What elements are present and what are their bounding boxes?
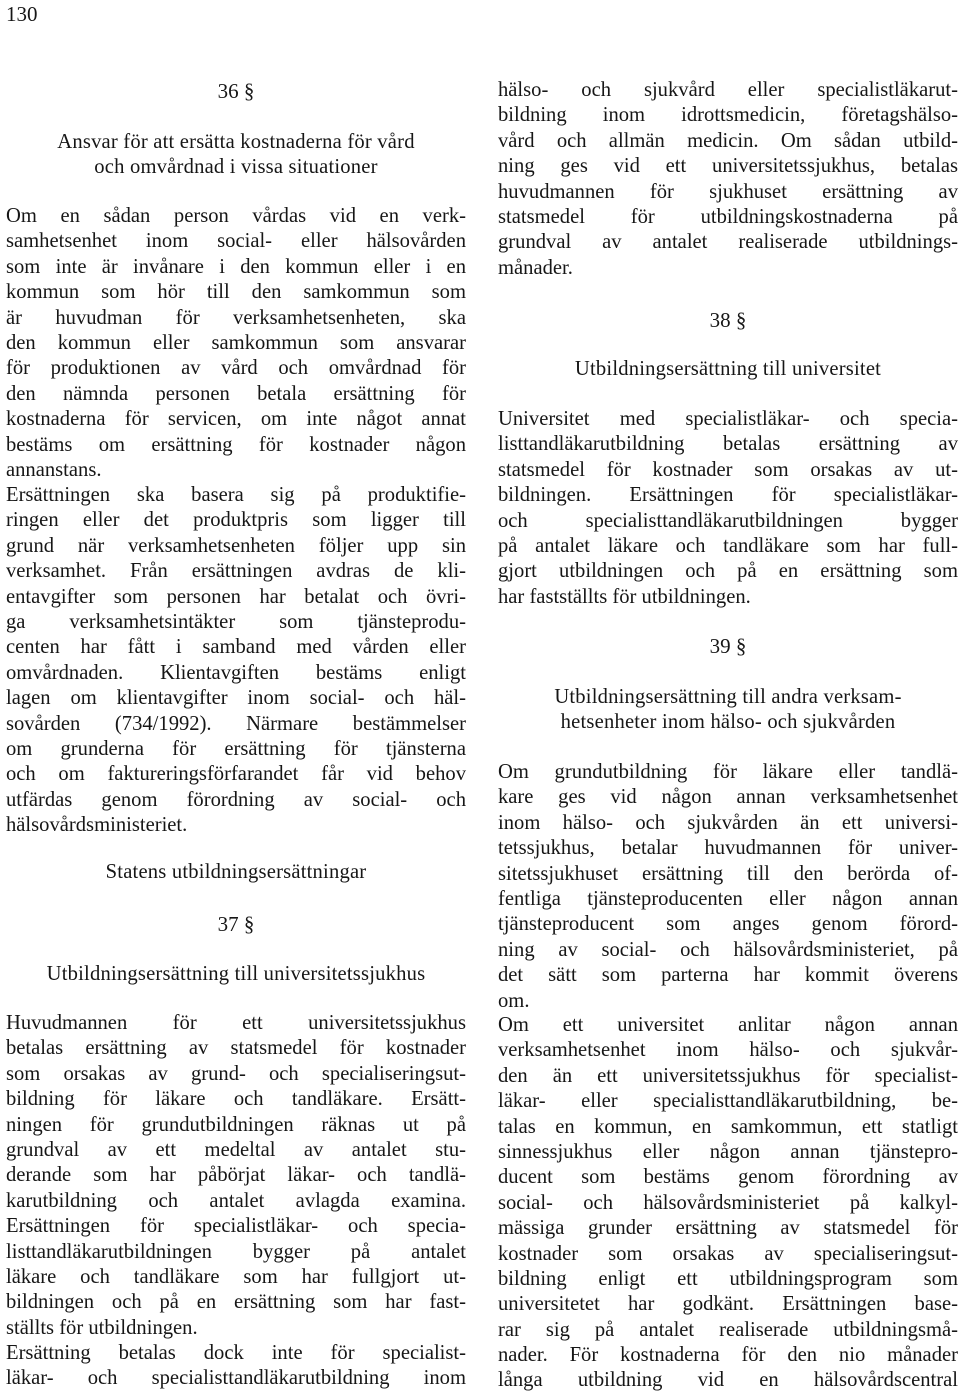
section-38-heading [498, 357, 958, 382]
text-line: bildning enligt ett utbildningsprogram som [498, 1267, 958, 1290]
text-line: sitetssjukhuset ersättning till den berörda of- [498, 862, 958, 885]
text-line: talas en kommun, en samkommun, ett statligt [498, 1115, 958, 1138]
text-line: om. [498, 989, 530, 1012]
text-line: den kommun eller samkommun som ansvarar [6, 331, 466, 354]
text-line: omvårdnaden. Klientavgiften bestäms enligt [6, 661, 466, 684]
section-39-number [498, 633, 958, 659]
text-line: Om en sådan person vårdas vid en verk- [6, 205, 466, 227]
section-37-paragraph-2 [6, 1341, 466, 1392]
text-line: ning ges vid ett universitetssjukhus, betalas [498, 155, 958, 178]
text-line: hälso- och sjukvård eller specialistläkarut- [498, 79, 958, 101]
text-line: samhetsenhet inom social- eller hälsovården [6, 230, 466, 253]
text-line: nader. För kostnaderna för den nio månader [498, 1344, 958, 1367]
text-line: tetssjukhus, betalar huvudmannen för univer- [498, 837, 958, 860]
text-line: månader. [498, 256, 573, 279]
section-36-number [6, 78, 466, 104]
text-line: Huvudmannen för ett universitetssjukhus [6, 1012, 466, 1034]
text-line: karutbildning och antalet avlagda examina. [6, 1189, 466, 1212]
text-line: för produktionen av vård och omvårdnad för [6, 357, 466, 380]
text-line: läkar- och specialisttandläkarutbildning inom [6, 1367, 466, 1390]
text-line: inom hälso- och sjukvården än ett universi- [498, 811, 958, 834]
section-37-paragraph-2-continued [498, 78, 958, 281]
text-line: bildning inom idrottsmedicin, företagshälso- [498, 104, 958, 127]
text-line: Om grundutbildning för läkare eller tandlä- [498, 761, 958, 783]
text-line: social- och hälsovårdsministeriet på kalkyl- [498, 1191, 958, 1214]
text-line: entavgifter som personen har betalat och övri- [6, 585, 466, 608]
section-37-paragraph-1 [6, 1011, 466, 1341]
text-line: sinnessjukhus eller någon annan tjänstepro- [498, 1140, 958, 1163]
text-line: på antalet läkare och tandläkare som har full- [498, 534, 958, 557]
text-line: och specialisttandläkarutbildningen bygger [498, 509, 958, 532]
text-line: tjänsteproducent som anges genom förord- [498, 913, 958, 936]
heading-line: Utbildningsersättning till universitetssjukhus [46, 963, 426, 985]
text-line: är huvudman för verksamhetsenheten, ska [6, 306, 466, 329]
heading-line: hetsenheter inom hälso- och sjukvården [560, 711, 896, 734]
text-line: kare ges vid någon annan verksamhetsenhet [498, 786, 958, 809]
section-37-number [6, 911, 466, 937]
text-line: betalas ersättning av statsmedel för kostnader [6, 1037, 466, 1060]
heading-line: och omvårdnad i vissa situationer [94, 156, 378, 179]
text-line: fentliga tjänsteproducenten eller någon annan [498, 887, 958, 910]
text-line: statsmedel för kostnader som orsakas av ut- [498, 458, 958, 481]
text-line: mässiga grunder ersättning av statsmedel för [498, 1217, 958, 1240]
text-line: lagen om klientavgifter inom social- och häl- [6, 687, 466, 710]
text-line: vård och allmän medicin. Om sådan utbild- [498, 129, 958, 152]
text-line: har fastställts för utbildningen. [498, 585, 751, 608]
text-line: grund när verksamhetsenheten följer upp sin [6, 534, 466, 557]
text-line: utfärdas genom förordning av social- och [6, 788, 466, 811]
text-line: bildningen. Ersättningen för specialistläkar- [498, 484, 958, 507]
text-line: Ersättning betalas dock inte för specialist- [6, 1342, 466, 1364]
text-line: annanstans. [6, 458, 102, 481]
text-line: ringen eller det produktpris som ligger till [6, 509, 466, 532]
text-line: ducent som bestäms genom förordning av [498, 1166, 958, 1189]
text-line: centen har fått i samband med vården eller [6, 636, 466, 659]
text-line: den nämnda personen betala ersättning för [6, 382, 466, 405]
section-37-heading [6, 962, 466, 987]
section-39-paragraph-1 [498, 760, 958, 1014]
text-line: som orsakas av grund- och specialiseringsut- [6, 1062, 466, 1085]
text-line: kommun som hör till den samkommun som [6, 281, 466, 304]
text-line: Om ett universitet anlitar någon annan [498, 1014, 958, 1036]
text-line: huvudmannen för sjukhuset ersättning av [498, 180, 958, 203]
section-39-paragraph-2 [498, 1013, 958, 1394]
section-36-paragraph-1 [6, 204, 466, 483]
section-number: 37 § [217, 912, 255, 936]
text-line: om grunderna för ersättning för tjänsterna [6, 737, 466, 760]
text-line: och om faktureringsförfarandet får vid behov [6, 763, 466, 786]
text-line: läkare och tandläkare som har fullgjort ut- [6, 1265, 466, 1288]
text-line: listtandläkarutbildning betalas ersättning av [498, 433, 958, 456]
section-38-paragraph [498, 407, 958, 610]
text-line: universitetet har godkänt. Ersättningen base- [498, 1293, 958, 1316]
text-line: Universitet med specialistläkar- och specia- [498, 408, 958, 430]
section-36-heading [6, 130, 466, 181]
text-line: gjort utbildningen och på en ersättning som [498, 560, 958, 583]
text-line: ningen för grundutbildningen räknas ut på [6, 1113, 466, 1136]
heading-line: Utbildningsersättning till andra verksam- [554, 686, 902, 708]
chapter-heading [6, 860, 466, 885]
section-39-heading [498, 685, 958, 736]
section-36-paragraph-2 [6, 483, 466, 838]
text-line: bildningen och på en ersättning som har fast- [6, 1291, 466, 1314]
text-line: den än ett universitetssjukhus för specialist- [498, 1064, 958, 1087]
text-line: derande som har påbörjat läkar- och tandlä- [6, 1164, 466, 1187]
text-line: statsmedel för utbildningskostnaderna på [498, 205, 958, 228]
text-line: ställts för utbildningen. [6, 1316, 198, 1339]
text-line: långa utbildning vid en hälsovårdscentral [498, 1369, 958, 1392]
text-line: som inte är invånare i den kommun eller i en [6, 255, 466, 278]
text-line: sovården (734/1992). Närmare bestämmelser [6, 712, 466, 735]
heading-line: Ansvar för att ersätta kostnaderna för vård [57, 131, 415, 153]
text-line: bildning för läkare och tandläkare. Ersätt- [6, 1088, 466, 1111]
section-number: 39 § [709, 634, 747, 658]
text-line: hälsovårdsministeriet. [6, 814, 188, 837]
heading-line: Utbildningsersättning till universitet [574, 358, 882, 380]
text-line: verksamhet. Från ersättningen avdras de kli- [6, 560, 466, 583]
text-line: det sätt som parterna har kommit överens [498, 964, 958, 987]
text-line: grundval av antalet realiserade utbildnings- [498, 231, 958, 254]
text-line: kostnader som orsakas av specialiseringsut- [498, 1242, 958, 1265]
text-line: bestäms om ersättning för kostnader någon [6, 433, 466, 456]
text-line: läkar- eller specialisttandläkarutbildning, be- [498, 1090, 958, 1113]
text-line: grundval av ett medeltal av antalet stu- [6, 1138, 466, 1161]
text-line: Ersättningen ska basera sig på produktifie- [6, 484, 466, 506]
text-line: ning av social- och hälsovårdsministeriet, på [498, 938, 958, 961]
text-line: rar sig på antalet realiserade utbildningsmå- [498, 1318, 958, 1341]
text-line: kostnaderna för servicen, om inte något annat [6, 408, 466, 431]
chapter-heading-text: Statens utbildningsersättningar [105, 861, 367, 883]
text-line: ga verksamhetsintäkter som tjänsteprodu- [6, 610, 466, 633]
text-line: listtandläkarutbildningen bygger på antalet [6, 1240, 466, 1263]
section-number: 36 § [217, 79, 255, 103]
section-number: 38 § [709, 308, 747, 332]
page-number: 130 [6, 2, 38, 26]
text-line: Ersättningen för specialistläkar- och specia- [6, 1215, 466, 1238]
text-line: verksamhetsenhet inom hälso- och sjukvår- [498, 1039, 958, 1062]
section-38-number [498, 307, 958, 333]
